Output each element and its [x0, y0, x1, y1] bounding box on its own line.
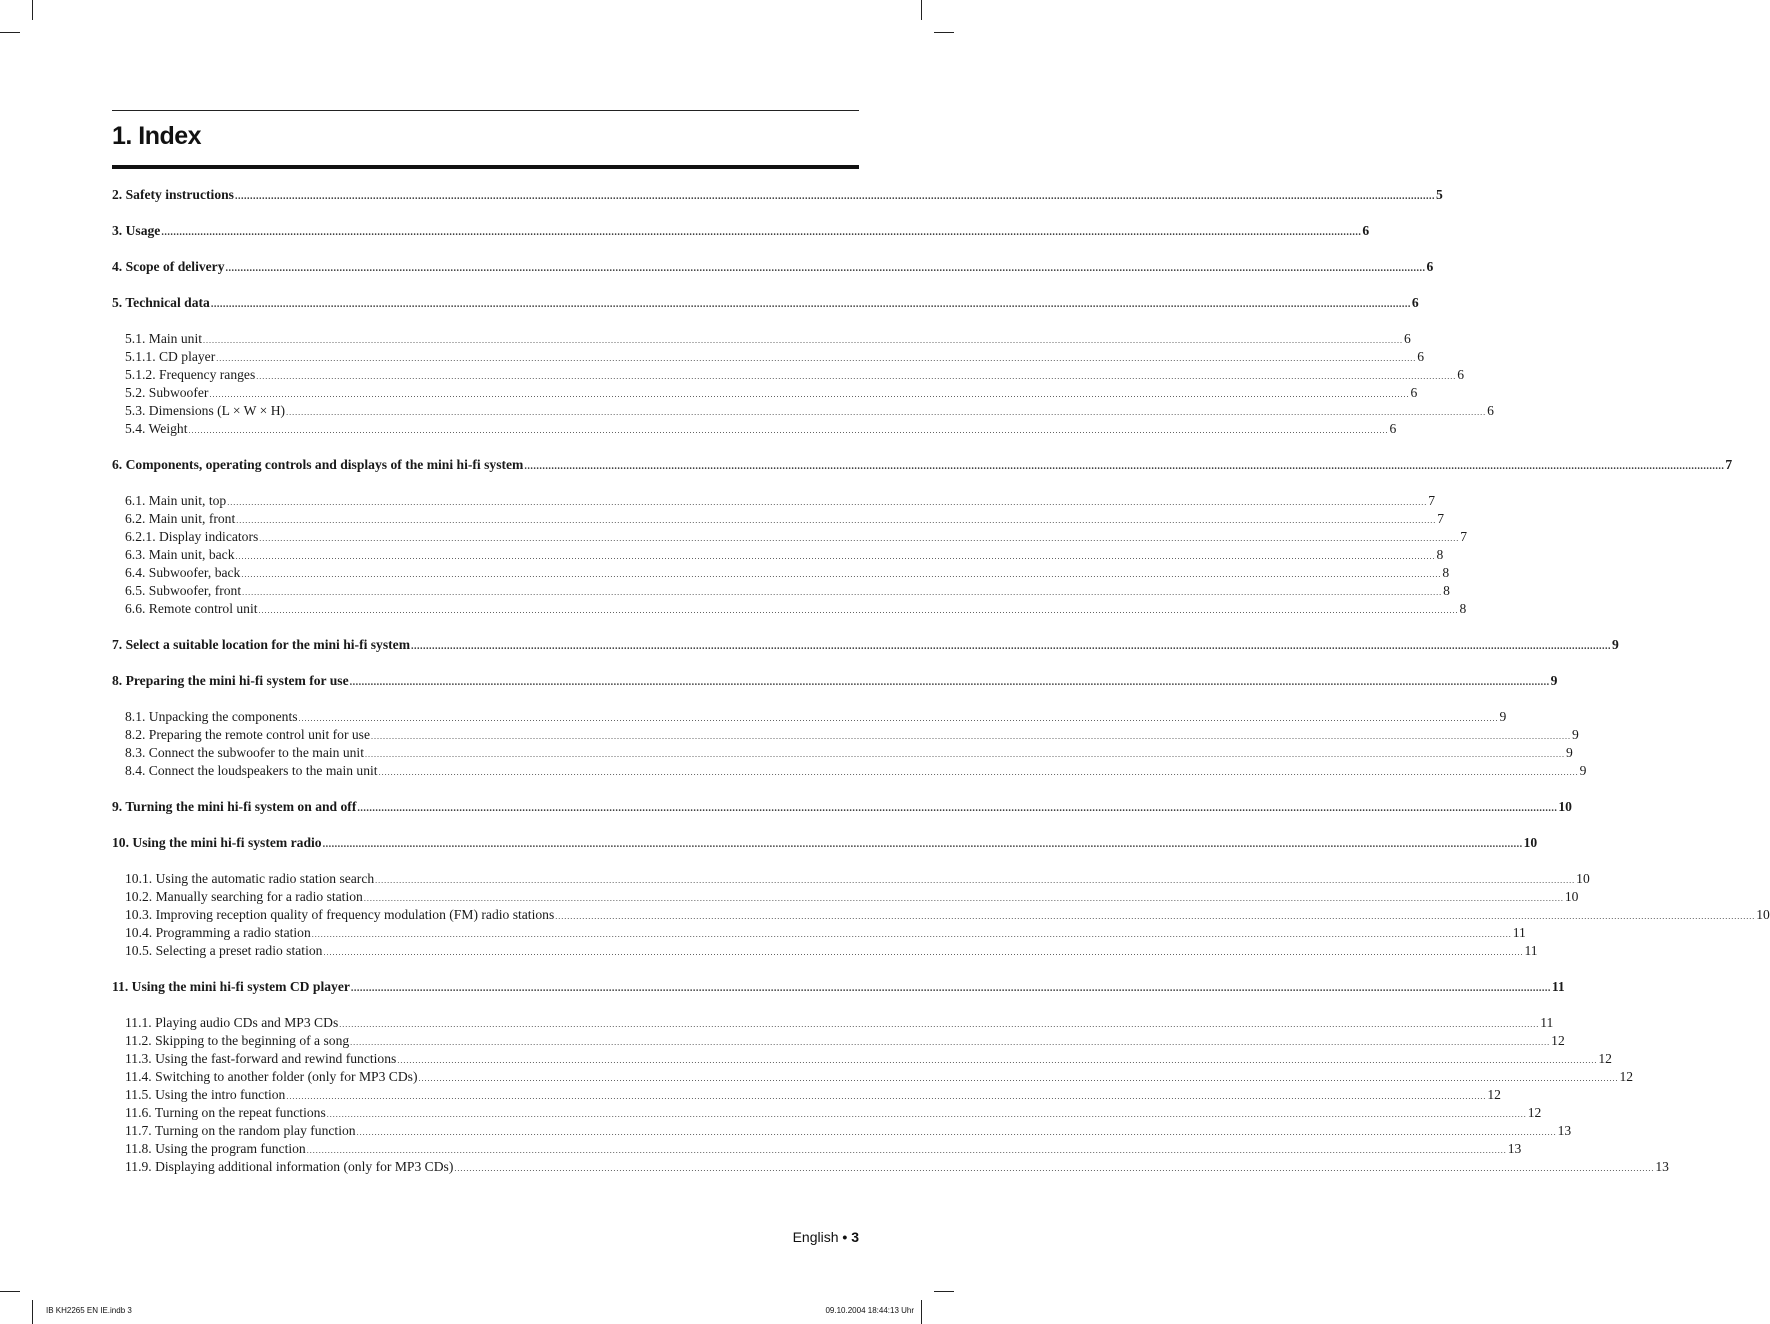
toc-entry-page: 6 — [1426, 259, 1434, 274]
toc-leader-dots: ................................................................................................................................................................................................................................................................................................................................................................................................................ — [234, 191, 1435, 202]
toc-entry — [112, 295, 1419, 313]
toc-leader-dots: ................................................................................................................................................................................................................................................................................................................................................................................................................ — [411, 641, 1612, 652]
toc-entry — [112, 799, 1572, 817]
toc-entry-label: 6. Components, operating controls and displays of the mini hi-fi system — [112, 457, 524, 472]
toc-leader-dots: ................................................................................................................................................................................................................................................................................................................................................................................................................ — [241, 570, 1442, 579]
toc-entry — [112, 601, 1467, 619]
toc-entry — [112, 745, 1573, 763]
toc-leader-dots: ................................................................................................................................................................................................................................................................................................................................................................................................................ — [339, 1020, 1540, 1029]
toc-leader-dots: ................................................................................................................................................................................................................................................................................................................................................................................................................ — [210, 299, 1411, 310]
toc-entry-page: 10 — [1576, 871, 1590, 886]
toc-entry-page: 10 — [1558, 799, 1572, 814]
toc-entry-page: 5 — [1435, 187, 1443, 202]
toc-entry-label: 5.3. Dimensions (L × W × H) — [125, 403, 286, 418]
footer-separator: • — [842, 1229, 848, 1245]
toc-entry-page: 6 — [1410, 385, 1418, 400]
toc-entry-page: 13 — [1655, 1159, 1669, 1174]
toc-leader-dots: ................................................................................................................................................................................................................................................................................................................................................................................................................ — [326, 1110, 1527, 1119]
toc-leader-dots: ................................................................................................................................................................................................................................................................................................................................................................................................................ — [227, 498, 1428, 507]
toc-entry — [112, 187, 1443, 205]
toc-entry-label: 11.5. Using the intro function — [125, 1087, 286, 1102]
toc-leader-dots: ................................................................................................................................................................................................................................................................................................................................................................................................................ — [286, 408, 1487, 417]
toc-entry-label: 10.4. Programming a radio station — [125, 925, 311, 940]
toc-entry-page: 11 — [1512, 925, 1526, 940]
toc-leader-dots: ................................................................................................................................................................................................................................................................................................................................................................................................................ — [364, 750, 1565, 759]
toc-entry — [112, 421, 1397, 439]
toc-entry — [112, 529, 1468, 547]
toc-leader-dots: ................................................................................................................................................................................................................................................................................................................................................................................................................ — [350, 1038, 1551, 1047]
toc-entry — [112, 925, 1526, 943]
toc-leader-dots: ................................................................................................................................................................................................................................................................................................................................................................................................................ — [350, 983, 1551, 994]
table-of-contents — [112, 0, 1770, 1200]
toc-entry-page: 9 — [1579, 763, 1587, 778]
toc-leader-dots: ................................................................................................................................................................................................................................................................................................................................................................................................................ — [375, 876, 1576, 885]
toc-entry — [112, 871, 1590, 889]
toc-entry-page: 6 — [1362, 223, 1370, 238]
toc-entry-label: 6.3. Main unit, back — [125, 547, 235, 562]
toc-leader-dots: ................................................................................................................................................................................................................................................................................................................................................................................................................ — [524, 461, 1725, 472]
toc-entry-label: 10.3. Improving reception quality of frequency modulation (FM) radio stations — [125, 907, 555, 922]
toc-leader-dots: ................................................................................................................................................................................................................................................................................................................................................................................................................ — [209, 390, 1410, 399]
toc-leader-dots: ................................................................................................................................................................................................................................................................................................................................................................................................................ — [236, 516, 1437, 525]
toc-entry-label: 11.3. Using the fast-forward and rewind functions — [125, 1051, 397, 1066]
toc-entry-page: 12 — [1619, 1069, 1634, 1084]
toc-entry — [112, 457, 1733, 475]
toc-entry-label: 6.1. Main unit, top — [125, 493, 227, 508]
toc-entry — [112, 547, 1444, 565]
toc-entry-page: 8 — [1459, 601, 1467, 616]
toc-entry-label: 3. Usage — [112, 223, 161, 238]
toc-entry-page: 9 — [1565, 745, 1573, 760]
toc-leader-dots: ................................................................................................................................................................................................................................................................................................................................................................................................................ — [311, 930, 1512, 939]
toc-entry-page: 10 — [1523, 835, 1538, 850]
toc-leader-dots: ................................................................................................................................................................................................................................................................................................................................................................................................................ — [188, 426, 1389, 435]
toc-leader-dots: ................................................................................................................................................................................................................................................................................................................................................................................................................ — [259, 534, 1460, 543]
toc-entry — [112, 1051, 1612, 1069]
toc-entry-label: 5.1. Main unit — [125, 331, 203, 346]
toc-leader-dots: ................................................................................................................................................................................................................................................................................................................................................................................................................ — [286, 1092, 1487, 1101]
toc-entry-label: 8.4. Connect the loudspeakers to the main unit — [125, 763, 378, 778]
toc-entry-label: 6.6. Remote control unit — [125, 601, 258, 616]
toc-entry — [112, 223, 1370, 241]
toc-entry-label: 9. Turning the mini hi-fi system on and off — [112, 799, 357, 814]
toc-entry-label: 6.2.1. Display indicators — [125, 529, 259, 544]
toc-entry — [112, 367, 1465, 385]
toc-entry-label: 11. Using the mini hi-fi system CD player — [112, 979, 350, 994]
toc-entry-label: 8.1. Unpacking the components — [125, 709, 298, 724]
toc-entry — [112, 763, 1587, 781]
toc-leader-dots: ................................................................................................................................................................................................................................................................................................................................................................................................................ — [371, 732, 1571, 741]
toc-entry — [112, 907, 1770, 925]
toc-entry — [112, 1123, 1572, 1141]
footer-language: English — [792, 1229, 839, 1245]
toc-entry — [112, 1159, 1669, 1177]
crop-mark — [32, 0, 33, 20]
toc-entry-label: 6.5. Subwoofer, front — [125, 583, 242, 598]
crop-mark — [921, 1300, 922, 1324]
toc-entry-label: 8.2. Preparing the remote control unit for use — [125, 727, 370, 742]
toc-entry — [112, 583, 1450, 601]
toc-entry-label: 11.2. Skipping to the beginning of a song — [125, 1033, 350, 1048]
toc-leader-dots: ................................................................................................................................................................................................................................................................................................................................................................................................................ — [242, 588, 1443, 597]
toc-entry-page: 6 — [1417, 349, 1425, 364]
toc-leader-dots: ................................................................................................................................................................................................................................................................................................................................................................................................................ — [298, 714, 1499, 723]
toc-entry-page: 6 — [1411, 295, 1419, 310]
toc-entry — [112, 979, 1565, 997]
toc-leader-dots: ................................................................................................................................................................................................................................................................................................................................................................................................................ — [378, 768, 1579, 777]
toc-entry — [112, 1069, 1634, 1087]
toc-entry-label: 10.5. Selecting a preset radio station — [125, 943, 323, 958]
toc-leader-dots: ................................................................................................................................................................................................................................................................................................................................................................................................................ — [306, 1146, 1507, 1155]
toc-entry — [112, 943, 1538, 961]
toc-entry-page: 13 — [1507, 1141, 1522, 1156]
toc-entry-page: 7 — [1428, 493, 1435, 508]
toc-entry-label: 6.4. Subwoofer, back — [125, 565, 241, 580]
toc-leader-dots: ................................................................................................................................................................................................................................................................................................................................................................................................................ — [216, 354, 1417, 363]
crop-mark — [0, 1291, 20, 1292]
toc-entry — [112, 637, 1619, 655]
toc-entry-label: 5.2. Subwoofer — [125, 385, 209, 400]
toc-leader-dots: ................................................................................................................................................................................................................................................................................................................................................................................................................ — [235, 552, 1436, 561]
toc-entry — [112, 511, 1445, 529]
toc-entry — [112, 403, 1494, 421]
toc-entry-page: 11 — [1551, 979, 1565, 994]
toc-entry-page: 13 — [1557, 1123, 1572, 1138]
toc-entry — [112, 709, 1507, 727]
toc-entry-page: 9 — [1612, 637, 1619, 652]
toc-entry — [112, 673, 1558, 691]
toc-entry-label: 10.2. Manually searching for a radio station — [125, 889, 363, 904]
toc-entry — [112, 1087, 1501, 1105]
toc-entry — [112, 1015, 1554, 1033]
toc-entry-page: 9 — [1550, 673, 1558, 688]
toc-entry — [112, 331, 1411, 349]
toc-entry-label: 5.1.2. Frequency ranges — [125, 367, 256, 382]
toc-entry-page: 9 — [1499, 709, 1507, 724]
toc-entry — [112, 1105, 1542, 1123]
toc-entry — [112, 349, 1425, 367]
toc-entry — [112, 1033, 1565, 1051]
toc-entry-page: 7 — [1460, 529, 1468, 544]
crop-mark — [0, 32, 20, 33]
toc-leader-dots: ................................................................................................................................................................................................................................................................................................................................................................................................................ — [454, 1164, 1655, 1173]
toc-entry-page: 8 — [1436, 547, 1444, 562]
toc-entry-page: 7 — [1725, 457, 1733, 472]
toc-leader-dots: ................................................................................................................................................................................................................................................................................................................................................................................................................ — [349, 677, 1550, 688]
toc-entry-label: 11.7. Turning on the random play function — [125, 1123, 356, 1138]
toc-entry-page: 6 — [1389, 421, 1397, 436]
toc-entry-label: 8. Preparing the mini hi-fi system for use — [112, 673, 349, 688]
toc-leader-dots: ................................................................................................................................................................................................................................................................................................................................................................................................................ — [555, 912, 1756, 921]
toc-entry — [112, 727, 1579, 745]
page-footer — [793, 1229, 859, 1245]
toc-entry-label: 11.9. Displaying additional information (only for MP3 CDs) — [125, 1159, 454, 1174]
toc-entry — [112, 493, 1435, 511]
toc-entry — [112, 835, 1538, 853]
toc-entry-page: 11 — [1540, 1015, 1554, 1030]
toc-entry-page: 12 — [1487, 1087, 1501, 1102]
toc-entry-page: 12 — [1551, 1033, 1565, 1048]
toc-leader-dots: ................................................................................................................................................................................................................................................................................................................................................................................................................ — [323, 948, 1524, 957]
crop-mark — [934, 32, 954, 33]
toc-leader-dots: ................................................................................................................................................................................................................................................................................................................................................................................................................ — [418, 1074, 1619, 1083]
toc-entry-page: 10 — [1756, 907, 1770, 922]
toc-entry-page: 12 — [1527, 1105, 1542, 1120]
page-title: 1. Index — [112, 122, 202, 150]
toc-leader-dots: ................................................................................................................................................................................................................................................................................................................................................................................................................ — [225, 263, 1426, 274]
toc-leader-dots: ................................................................................................................................................................................................................................................................................................................................................................................................................ — [256, 372, 1457, 381]
toc-entry — [112, 259, 1434, 277]
toc-leader-dots: ................................................................................................................................................................................................................................................................................................................................................................................................................ — [203, 336, 1404, 345]
toc-entry-label: 5.1.1. CD player — [125, 349, 216, 364]
toc-leader-dots: ................................................................................................................................................................................................................................................................................................................................................................................................................ — [363, 894, 1564, 903]
toc-leader-dots: ................................................................................................................................................................................................................................................................................................................................................................................................................ — [356, 1128, 1557, 1137]
toc-entry-page: 6 — [1404, 331, 1411, 346]
toc-leader-dots: ................................................................................................................................................................................................................................................................................................................................................................................................................ — [357, 803, 1558, 814]
toc-entry-label: 6.2. Main unit, front — [125, 511, 236, 526]
print-slug-filename: IB KH2265 EN IE.indb 3 — [46, 1306, 132, 1315]
crop-mark — [934, 1291, 954, 1292]
toc-leader-dots: ................................................................................................................................................................................................................................................................................................................................................................................................................ — [161, 227, 1362, 238]
toc-entry-label: 8.3. Connect the subwoofer to the main unit — [125, 745, 364, 760]
toc-entry-label: 7. Select a suitable location for the mini hi-fi system — [112, 637, 411, 652]
toc-entry-page: 8 — [1442, 565, 1450, 580]
toc-entry-label: 5.4. Weight — [125, 421, 188, 436]
toc-entry-label: 5. Technical data — [112, 295, 210, 310]
toc-entry — [112, 565, 1450, 583]
toc-entry-label: 11.4. Switching to another folder (only for MP3 CDs) — [125, 1069, 418, 1084]
toc-entry-page: 6 — [1457, 367, 1465, 382]
toc-entry-page: 10 — [1564, 889, 1579, 904]
footer-page-number: 3 — [851, 1229, 859, 1245]
toc-entry — [112, 385, 1418, 403]
toc-entry-label: 2. Safety instructions — [112, 187, 234, 202]
toc-entry — [112, 1141, 1522, 1159]
crop-mark — [921, 0, 922, 20]
toc-entry-label: 4. Scope of delivery — [112, 259, 225, 274]
toc-entry-label: 11.8. Using the program function — [125, 1141, 306, 1156]
toc-entry-page: 9 — [1572, 727, 1579, 742]
toc-entry-page: 7 — [1437, 511, 1445, 526]
toc-entry-page: 11 — [1524, 943, 1538, 958]
toc-entry-label: 11.1. Playing audio CDs and MP3 CDs — [125, 1015, 339, 1030]
crop-mark — [32, 1300, 33, 1324]
toc-entry-page: 6 — [1487, 403, 1494, 418]
toc-leader-dots: ................................................................................................................................................................................................................................................................................................................................................................................................................ — [322, 839, 1523, 850]
toc-entry-label: 10.1. Using the automatic radio station search — [125, 871, 375, 886]
toc-leader-dots: ................................................................................................................................................................................................................................................................................................................................................................................................................ — [397, 1056, 1598, 1065]
toc-leader-dots: ................................................................................................................................................................................................................................................................................................................................................................................................................ — [258, 606, 1459, 615]
print-slug-timestamp: 09.10.2004 18:44:13 Uhr — [825, 1306, 914, 1315]
toc-entry — [112, 889, 1579, 907]
toc-entry-page: 12 — [1598, 1051, 1612, 1066]
toc-entry-label: 10. Using the mini hi-fi system radio — [112, 835, 322, 850]
toc-entry-page: 8 — [1443, 583, 1450, 598]
toc-entry-label: 11.6. Turning on the repeat functions — [125, 1105, 326, 1120]
